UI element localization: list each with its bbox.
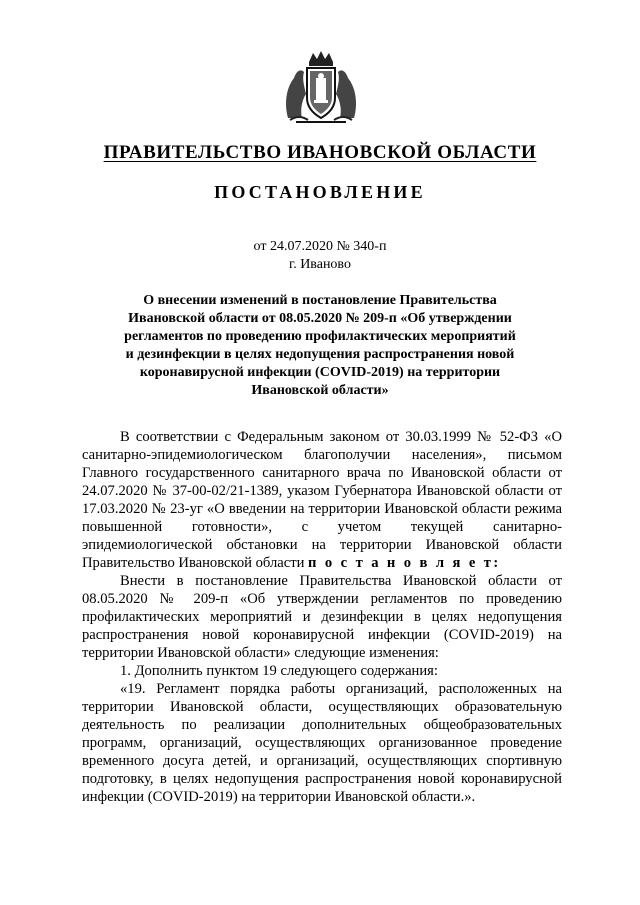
preamble-text: В соответствии с Федеральным законом от 30.03.1999 № 52-ФЗ «О санитарно-эпидемиологическом благополучии населения», письмом Главного государственного санитарного врача по Ивановской области от 24.07.2020 № 37-00-02/21-1389, указом Губернатора Ивановской области от 17.03.2020 № 23-уг «О введении на территории Ивановской области режима повышенной готовности», с учетом текущей санитарно-эпидемиологической обстановки на территории Ивановской области Правительство Ивановской области (82, 429, 562, 571)
document-body (82, 428, 562, 806)
title-line: О внесении изменений в постановление Правительства (143, 293, 497, 308)
document-city: г. Иваново (289, 257, 351, 272)
amendment-paragraph: Внести в постановление Правительства Ивановской области от 08.05.2020 № 209-п «Об утверждении регламентов по проведению профилактических мероприятий и дезинфекции в целях недопущения распространения новой коронавирусной инфекции (COVID-2019) на территории Ивановской области» следующие изменения: (82, 573, 562, 661)
preamble-paragraph (82, 428, 562, 572)
document-title (96, 292, 544, 400)
title-line: и дезинфекции в целях недопущения распространения новой (125, 347, 515, 362)
decree-word: п о с т а н о в л я е т: (308, 555, 501, 571)
title-line: Ивановской области» (251, 383, 389, 398)
item-one-paragraph: 1. Дополнить пунктом 19 следующего содержания: (120, 663, 438, 679)
government-name: ПРАВИТЕЛЬСТВО ИВАНОВСКОЙ ОБЛАСТИ (103, 142, 537, 163)
item-nineteen-paragraph: «19. Регламент порядка работы организаций, расположенных на территории Ивановской области, осуществляющих образовательную деятельность по реализации дополнительных общеобразовательных программ, организаций, осуществляющих организованное проведение временного досуга детей, и организаций, осуществляющих спортивную подготовку, в целях недопущения распространения новой коронавирусной инфекции (COVID-2019) на территории Ивановской области.». (82, 681, 562, 805)
document-type: ПОСТАНОВЛЕНИЕ (214, 182, 426, 202)
title-line: регламентов по проведению профилактических мероприятий (124, 329, 516, 344)
title-line: коронавирусной инфекции (COVID-2019) на территории (139, 365, 501, 380)
ivanovo-coat-of-arms-icon (282, 48, 360, 126)
title-line: Ивановской области от 08.05.2020 № 209-п «Об утверждении (128, 311, 512, 326)
document-date-number: от 24.07.2020 № 340-п (253, 239, 387, 254)
